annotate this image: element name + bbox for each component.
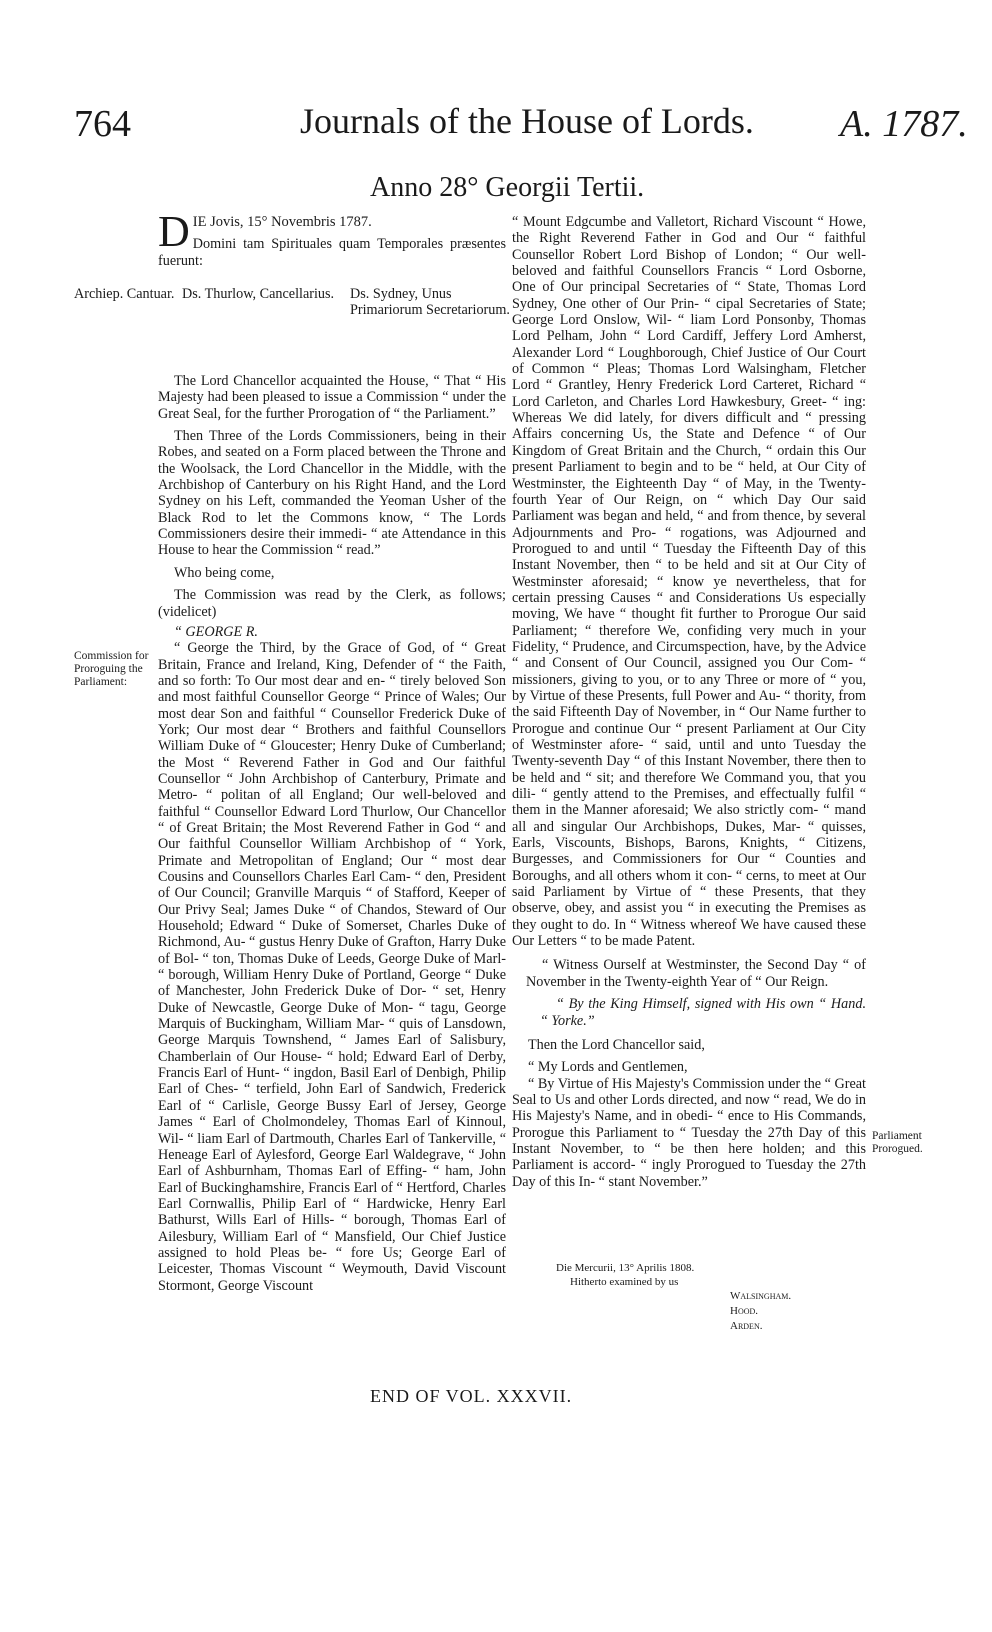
members-present: [74, 286, 514, 319]
end-of-volume: END OF VOL. XXXVII.: [370, 1386, 573, 1406]
present-chancellor: Ds. Thurlow, Cancellarius.: [182, 286, 335, 302]
left-paragraph: “ George the Third, by the Grace of God, of “ Great Britain, France and Ireland, King, Defender of “ the Faith, and so forth: To Our most dear and en- “ tirely beloved Son and most faithful Counsellor George “ Prince of Wales; Our most dear Son and faithful “ Counsellor Frederick Duke of York; Our most dear “ Brothers and faithful Counsellors William Duke of “ Gloucester; Henry Duke of Cumberland; the Most “ Reverend Father in God and Our faithful Counsellor “ John Archbishop of Canterbury, Primate and Metro- “ politan of all England; Our well-beloved and faithful “ Counsellor Edward Lord Thurlow, Our Chancellor “ of Great Britain; the Most Reverend Father in God “ and Our faithful Counsellor William Archbishop of “ York, Primate and Metropolitan of England; Our “ most dear Cousins and Counsellors Charles Earl Cam- “ den, President of Our Council; Granville Marquis “ of Stafford, Keeper of Our Privy Seal; James Duke “ of Chandos, Steward of Our Household; Edward “ Duke of Somerset, Charles Duke of Richmond, Au- “ gustus Henry Duke of Grafton, Harry Duke of Bol- “ ton, Thomas Duke of Leeds, George Duke of Marl- “ borough, William Henry Duke of Portland, George “ Duke of Manchester, John Frederick Duke of Dor- “ set, Henry Duke of Newcastle, George Duke of Mon- “ tagu, George Marquis of Buckingham, William Mar- “ quis of Lansdown, George Marquis Townshend, “ James Earl of Salisbury, Chamberlain of Our House- “ hold; Edward Earl of Derby, Francis Earl of Hunt- “ ingdon, Basil Earl of Denbigh, Philip Earl of Ches- “ terfield, John Earl of Sandwich, Frederick Earl of “ Carlisle, George Bussy Earl of Jersey, George James “ Earl of Cholmondeley, Thomas Earl of Kinnoul, Wil- “ liam Earl of Dartmouth, Charles Earl of Tankerville, “ Heneage Earl of Aylesford, George Earl Waldegrave, “ John Earl of Ashburnham, Thomas Earl of Effing- “ ham, John Earl of Buckinghamshire, Francis Earl of “ Hertford, Charles Earl Cornwallis, Philip Earl of “ Hardwicke, Henry Earl Bathurst, Wills Earl of Hills- “ borough, Thomas Earl of Ailesbury, William Earl of “ Mansfield, Our Chief Justice assigned to hold Pleas be- “ fore Us; George Earl of Leicester, Thomas Viscount “ Weymouth, David Viscount Stormont, George Viscount: [158, 640, 506, 1294]
running-title: Journals of the House of Lords.: [300, 101, 754, 141]
present-archbishop: Archiep. Cantuar.: [74, 286, 175, 302]
left-paragraph: “ GEORGE R.: [174, 623, 258, 640]
left-paragraph: The Commission was read by the Clerk, as follows; (videlicet): [158, 587, 506, 620]
left-column: [158, 207, 506, 1294]
right-paragraph: “ By the King Himself, signed with His own “ Hand. “ Yorke.”: [540, 996, 866, 1029]
examiner-name: Arden.: [730, 1320, 763, 1332]
examiner-name: Hood.: [730, 1305, 759, 1317]
drop-cap: D: [158, 207, 190, 256]
margin-note-prorogued: Parliament Prorogued.: [872, 1130, 923, 1155]
right-paragraph: “ My Lords and Gentlemen,: [528, 1059, 688, 1076]
page-number: 764: [74, 103, 131, 145]
right-paragraph: “ Mount Edgcumbe and Valletort, Richard Viscount “ Howe, the Right Reverend Father in God and Our “ faithful Counsellor Robert Lord Bishop of London; “ Our well-beloved and faithful Counsellors Francis “ Lord Osborne, One of Our principal Secretaries of “ State, Thomas Lord Sydney, One other of Our Prin- “ cipal Secretaries of State; George Lord Onslow, Wil- “ liam Lord Ponsonby, Thomas Lord Pelham, John “ Lord Cardiff, Jeffery Lord Amherst, Alexander Lord “ Loughborough, Chief Justice of Our Court of Common “ Pleas; Thomas Lord Walsingham, Fletcher Lord “ Grantley, Henry Frederick Lord Carteret, Richard “ Lord Carleton, and Charles Lord Hawkesbury, Greet- “ ing: Whereas We did lately, for divers difficult and “ pressing Affairs concerning Us, the State and Defence “ of Our Kingdom of Great Britain and the Church, “ ordain this Our present Parliament to begin and to be “ held, at Our City of Westminster, the Eighteenth Day “ of May, in the Twenty-fourth Year of Our Reign, on “ which Day Our said Parliament was began and held, “ and from thence, by several Adjournments and Pro- “ rogations, was Adjourned and Prorogued to and until “ Tuesday the Fifteenth Day of this Instant November, then “ to be held and sit at Our City of Westminster aforesaid; “ know ye nevertheless, that for certain pressing Causes “ and Considerations Us especially moving, We have “ thought fit further to Prorogue Our said Parliament; “ therefore We, confiding very much in your Fidelity, “ Prudence, and Circumspection, have, by the Advice “ and Consent of Our Council, assigned you Our Com- “ missioners, giving to you, or to any Three or more of “ you, by Virtue of these Presents, full Power and Au- “ thority, from the said Fifteenth Day of November, in “ Our Name further to Prorogue and continue Our “ present Parliament at Our City of Westminster afore- “ said, until and unto Tuesday the Twenty-seventh Day “ of this Instant November, there then to be held and “ sit; and therefore We Command you, that you dili- “ gently attend to the Premises, and effectually fulfil “ them in the Manner aforesaid; We also strictly com- “ mand all and singular Our Archbishops, Dukes, Mar- “ quisses, Earls, Viscounts, Bishops, Barons, Knights, “ Citizens, Burgesses, and Commissioners for Our “ Counties and Boroughs, and all others whom it con- “ cerns, to meet at Our said Parliament by Virtue of “ these Presents, that they observe, obey, and assist you “ in executing the Premises as they ought to do. In “ Witness whereof We have caused these Our Letters “ to be made Patent.: [512, 214, 866, 950]
present-line: Domini tam Spirituales quam Temporales præsentes fuerunt:: [158, 236, 506, 269]
left-paragraph: The Lord Chancellor acquainted the House, “ That “ His Majesty had been pleased to issue a Commission “ under the Great Seal, for the further Prorogation of “ the Parliament.”: [158, 373, 506, 422]
left-paragraph: Who being come,: [174, 564, 275, 581]
right-column: [512, 214, 866, 1190]
examined-line: Hitherto examined by us: [570, 1276, 679, 1288]
year-heading: A. 1787.: [840, 103, 968, 145]
examined-date: Die Mercurii, 13° Aprilis 1808.: [556, 1262, 695, 1274]
anno-heading: Anno 28° Georgii Tertii.: [370, 172, 645, 203]
right-paragraph: Then the Lord Chancellor said,: [528, 1036, 705, 1053]
present-secretary: Ds. Sydney, Unus Primariorum Secretariorum.: [350, 286, 510, 319]
left-paragraph: Then Three of the Lords Commissioners, being in their Robes, and seated on a Form placed between the Throne and the Woolsack, the Lord Chancellor in the Middle, with the Archbishop of Canterbury on his Right Hand, and the Lord Sydney on his Left, commanded the Yeoman Usher of the Black Rod to let the Commons know, “ The Lords Commissioners desire their immedi- “ ate Attendance in this House to hear the Commission “ read.”: [158, 428, 506, 559]
right-paragraph: “ Witness Ourself at Westminster, the Second Day “ of November in the Twenty-eighth Year of “ Our Reign.: [526, 957, 866, 990]
examiner-name: Walsingham.: [730, 1290, 792, 1302]
right-paragraph: “ By Virtue of His Majesty's Commission under the “ Great Seal to Us and other Lords directed, and now “ read, We do in His Majesty's Name, and in obedi- “ ence to His Commands, Prorogue this Parliament to “ Tuesday the 27th Day of this Instant November, to “ be then here holden; and this Parliament is accord- “ ingly Prorogued to Tuesday the 27th Day of this In- “ stant November.”: [512, 1075, 866, 1190]
margin-note-commission: Commission for Proroguing the Parliament:: [74, 650, 149, 688]
date-line: IE Jovis, 15° Novembris 1787.: [192, 214, 372, 230]
